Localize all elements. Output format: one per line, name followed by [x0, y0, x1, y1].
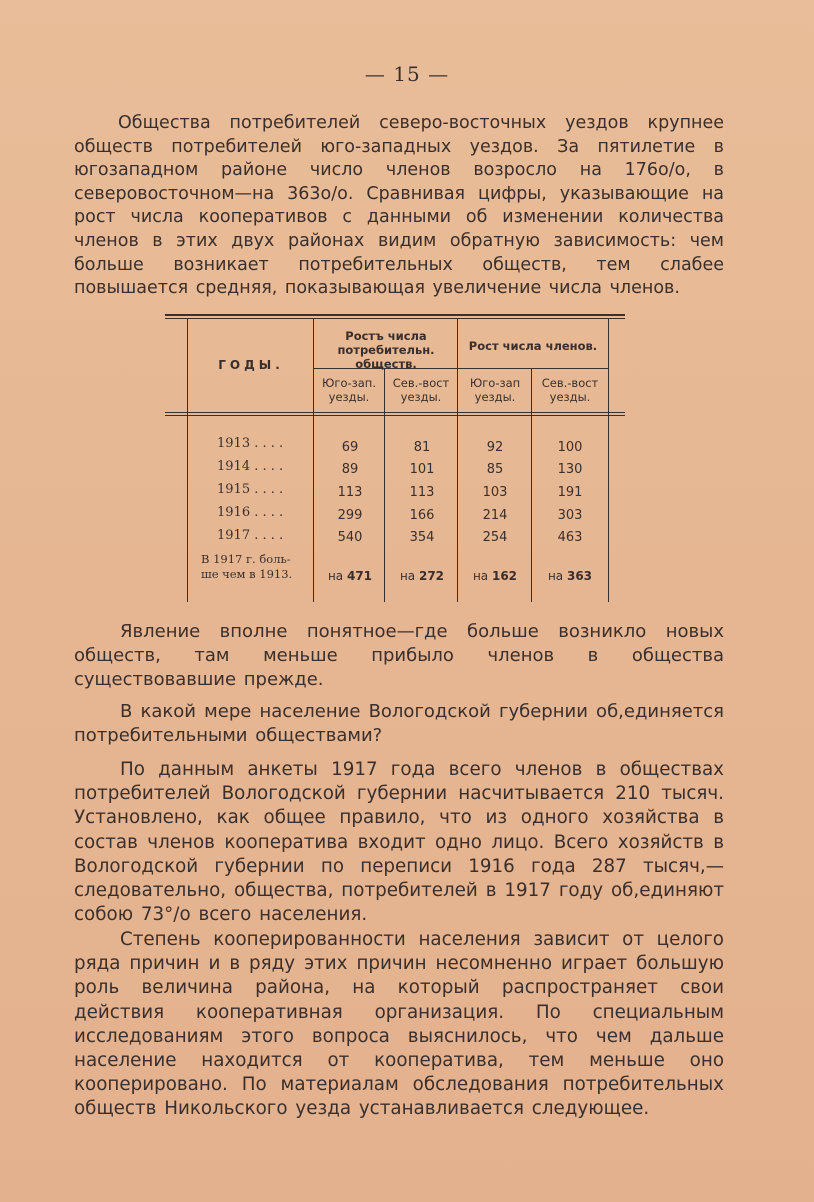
total-prefix: на: [327, 569, 344, 583]
cell-ne-members: 303: [557, 508, 583, 523]
cell-ne-societies: 354: [409, 530, 435, 545]
row-year: 1913 . . . .: [217, 436, 284, 451]
total-prefix: на: [472, 569, 489, 583]
total-sw-members: [459, 569, 531, 583]
total-ne-societies: [386, 569, 458, 583]
total-prefix: на: [399, 569, 416, 583]
page-number: — 15 —: [364, 62, 450, 86]
paragraph-2: Явление вполне понятное—где больше возникло новых обществ, там меньше прибыло членов в общества существовавшие прежде.: [74, 621, 724, 690]
statistics-table: [165, 314, 625, 604]
total-value: 162: [491, 569, 518, 583]
table-header-bottom-rule: [165, 412, 625, 413]
total-value: 471: [346, 569, 373, 583]
paragraph-1: Общества потребителей северо-восточных уездов крупнее обществ потребителей юго-западных уездов. За пятилетие в югозападном районе число членов возросло на 176о/о, в северовосточном—на 363о/о. Сравнивая цифры, указывающие на рост числа кооперативов с данными об изменении количества членов в этих двух районах видим обратную зависимость: чем больше возникает потребительных обществ, тем слабее повышается средняя, показывающая увеличение числа членов.: [74, 113, 724, 299]
group1-header: Ростъ числа потребительн. обществ.: [337, 329, 435, 371]
total-ne-members: [532, 569, 608, 583]
years-header: ГОДЫ.: [218, 358, 284, 372]
cell-ne-members: 191: [557, 485, 583, 500]
total-prefix: на: [547, 569, 564, 583]
table-right-border: [608, 319, 609, 602]
cell-ne-societies: 81: [413, 440, 431, 455]
group2-header: Рост числа членов.: [468, 339, 598, 353]
cell-sw-members: 254: [482, 530, 508, 545]
cell-sw-societies: 89: [341, 462, 359, 477]
row-year: 1917 . . . .: [217, 528, 284, 543]
cell-ne-members: 130: [557, 462, 583, 477]
cell-sw-societies: 299: [337, 508, 363, 523]
cell-ne-societies: 166: [409, 508, 435, 523]
table-header-bottom-rule-2: [165, 415, 625, 416]
row-year: 1916 . . . .: [217, 505, 284, 520]
table-top-rule: [165, 314, 625, 316]
paragraph-3: В какой мере население Вологодской губернии об,единяется потребительными обществами?: [74, 701, 724, 746]
cell-sw-members: 103: [482, 485, 508, 500]
cell-sw-societies: 540: [337, 530, 363, 545]
paragraph-5: Степень кооперированности населения зависит от целого ряда причин и в ряду этих причин несомненно играет большую роль величина района, на который распространяет свои действия кооперативная организация. По специальным исследованиям этого вопроса выяснилось, что чем дальше население находится от кооператива, тем меньше оно кооперировано. По материалам обследования потребительных обществ Никольского уезда устанавливается следующее.: [74, 929, 724, 1120]
subheader-ne-members: Сев.-вост уезды.: [541, 376, 599, 404]
total-label-line2: ше чем в 1913.: [201, 567, 293, 581]
cell-ne-societies: 113: [409, 485, 435, 500]
table-group-divider: [457, 319, 458, 602]
total-sw-societies: [315, 569, 385, 583]
subheader-ne-societies: Сев.-вост уезды.: [392, 376, 450, 404]
cell-sw-societies: 113: [337, 485, 363, 500]
subheader-sw-members: Юго-зап уезды.: [469, 376, 521, 404]
cell-sw-members: 85: [486, 462, 504, 477]
paragraph-4: По данным анкеты 1917 года всего членов в обществах потребителей Вологодской губернии насчитывается 210 тысяч. Установлено, как общее правило, что из одного хозяйства в состав членов кооператива входит одно лицо. Всего хозяйств в Вологодской губернии по переписи 1916 года 287 тысяч,—следовательно, общества, потребителей в 1917 году об,единяют собою 73°/о всего населения.: [74, 759, 724, 926]
subheader-sw-societies: Юго-зап. уезды.: [322, 376, 376, 404]
cell-ne-members: 100: [557, 440, 583, 455]
total-label-line1: В 1917 г. боль-: [201, 552, 291, 566]
cell-ne-societies: 101: [409, 462, 435, 477]
cell-ne-members: 463: [557, 530, 583, 545]
cell-sw-members: 214: [482, 508, 508, 523]
table-years-divider: [313, 319, 314, 602]
row-year: 1914 . . . .: [217, 459, 284, 474]
cell-sw-members: 92: [486, 440, 504, 455]
row-year: 1915 . . . .: [217, 482, 284, 497]
table-top-rule-thin: [165, 318, 625, 319]
total-value: 272: [418, 569, 445, 583]
cell-sw-societies: 69: [341, 440, 359, 455]
total-value: 363: [566, 569, 593, 583]
table-left-border: [187, 319, 188, 602]
